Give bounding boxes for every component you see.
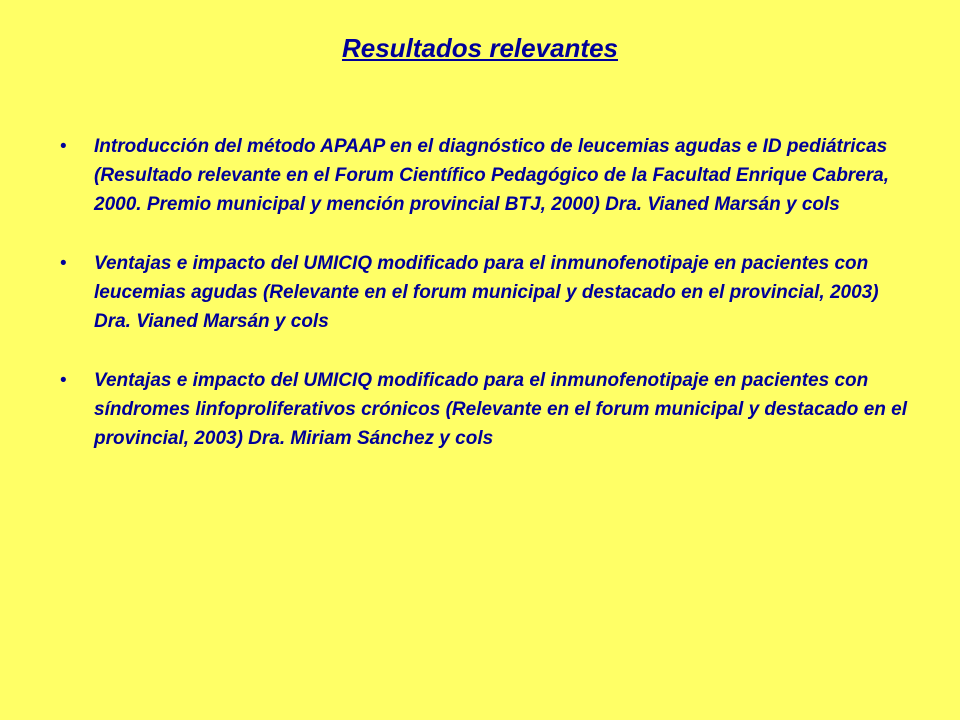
bullet-icon: •	[60, 253, 67, 274]
bullet-icon: •	[60, 136, 67, 157]
list-item-text: Ventajas e impacto del UMICIQ modificado para el inmunofenotipaje en pacientes con síndromes linfoproliferativos crónicos (Relevante en el forum municipal y destacado en el provincial, 2003) Dra. Miriam Sánchez y cols	[94, 370, 907, 449]
list-item-text: Introducción del método APAAP en el diagnóstico de leucemias agudas e ID pediátricas (Resultado relevante en el Forum Científico Pedagógico de la Facultad Enrique Cabrera, 2000. Premio municipal y mención provincial BTJ, 2000) Dra. Vianed Marsán y cols	[94, 136, 890, 215]
list-item	[60, 366, 910, 453]
slide-title: Resultados relevantes	[341, 33, 618, 63]
list-item	[60, 249, 910, 336]
list-item-text: Ventajas e impacto del UMICIQ modificado para el inmunofenotipaje en pacientes con leucemias agudas (Relevante en el forum municipal y destacado en el provincial, 2003) Dra. Vianed Marsán y cols	[94, 253, 879, 332]
bullet-list	[60, 132, 910, 483]
bullet-icon: •	[60, 370, 67, 391]
list-item	[60, 132, 910, 219]
